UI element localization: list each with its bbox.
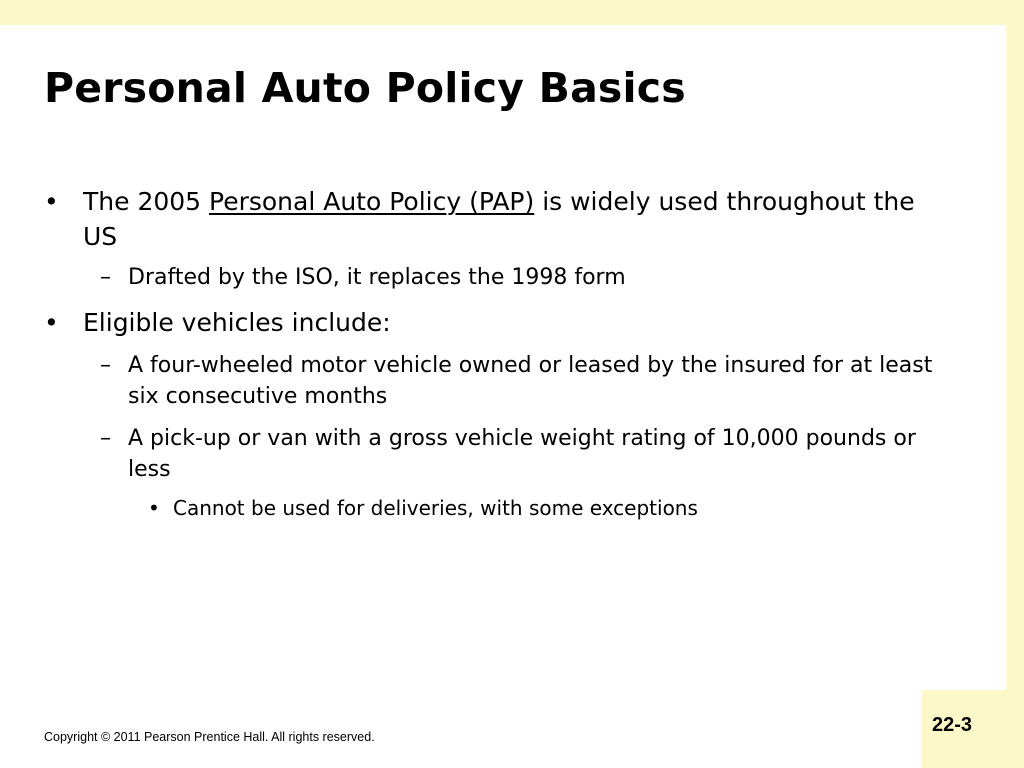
sub-bullet-pickup-van <box>44 423 944 485</box>
sub-bullet-pickup-van-text: A pick-up or van with a gross vehicle weight rating of 10,000 pounds or less <box>128 426 916 482</box>
sub-sub-bullet-deliveries-text: Cannot be used for deliveries, with some exceptions <box>173 496 698 520</box>
sub-bullet-four-wheeled-text: A four-wheeled motor vehicle owned or leased by the insured for at least six consecutive months <box>128 353 933 409</box>
bullet-eligible-text: Eligible vehicles include: <box>83 308 391 337</box>
bullet-pap-prefix: The 2005 <box>83 187 210 216</box>
bullet-marker: • <box>44 187 59 216</box>
bullet-marker: • <box>44 308 59 337</box>
dash-marker: – <box>100 265 111 290</box>
sub-sub-bullet-deliveries <box>44 494 944 522</box>
bullet-pap <box>44 184 944 254</box>
bullet-pap-suffix: is widely used throughout the US <box>83 187 915 251</box>
dash-marker: – <box>100 426 111 451</box>
page-number: 22-3 <box>932 714 973 736</box>
copyright-footer: Copyright © 2011 Pearson Prentice Hall. All rights reserved. <box>44 730 375 744</box>
bullet-eligible <box>44 305 944 340</box>
small-bullet-marker: • <box>148 496 160 520</box>
pap-link[interactable]: Personal Auto Policy (PAP) <box>209 187 535 216</box>
sub-bullet-iso <box>44 262 944 293</box>
slide-title: Personal Auto Policy Basics <box>44 64 686 112</box>
slide-body <box>44 184 944 522</box>
sub-bullet-iso-text: Drafted by the ISO, it replaces the 1998 form <box>128 265 626 290</box>
dash-marker: – <box>100 353 111 378</box>
sub-bullet-four-wheeled <box>44 350 944 412</box>
